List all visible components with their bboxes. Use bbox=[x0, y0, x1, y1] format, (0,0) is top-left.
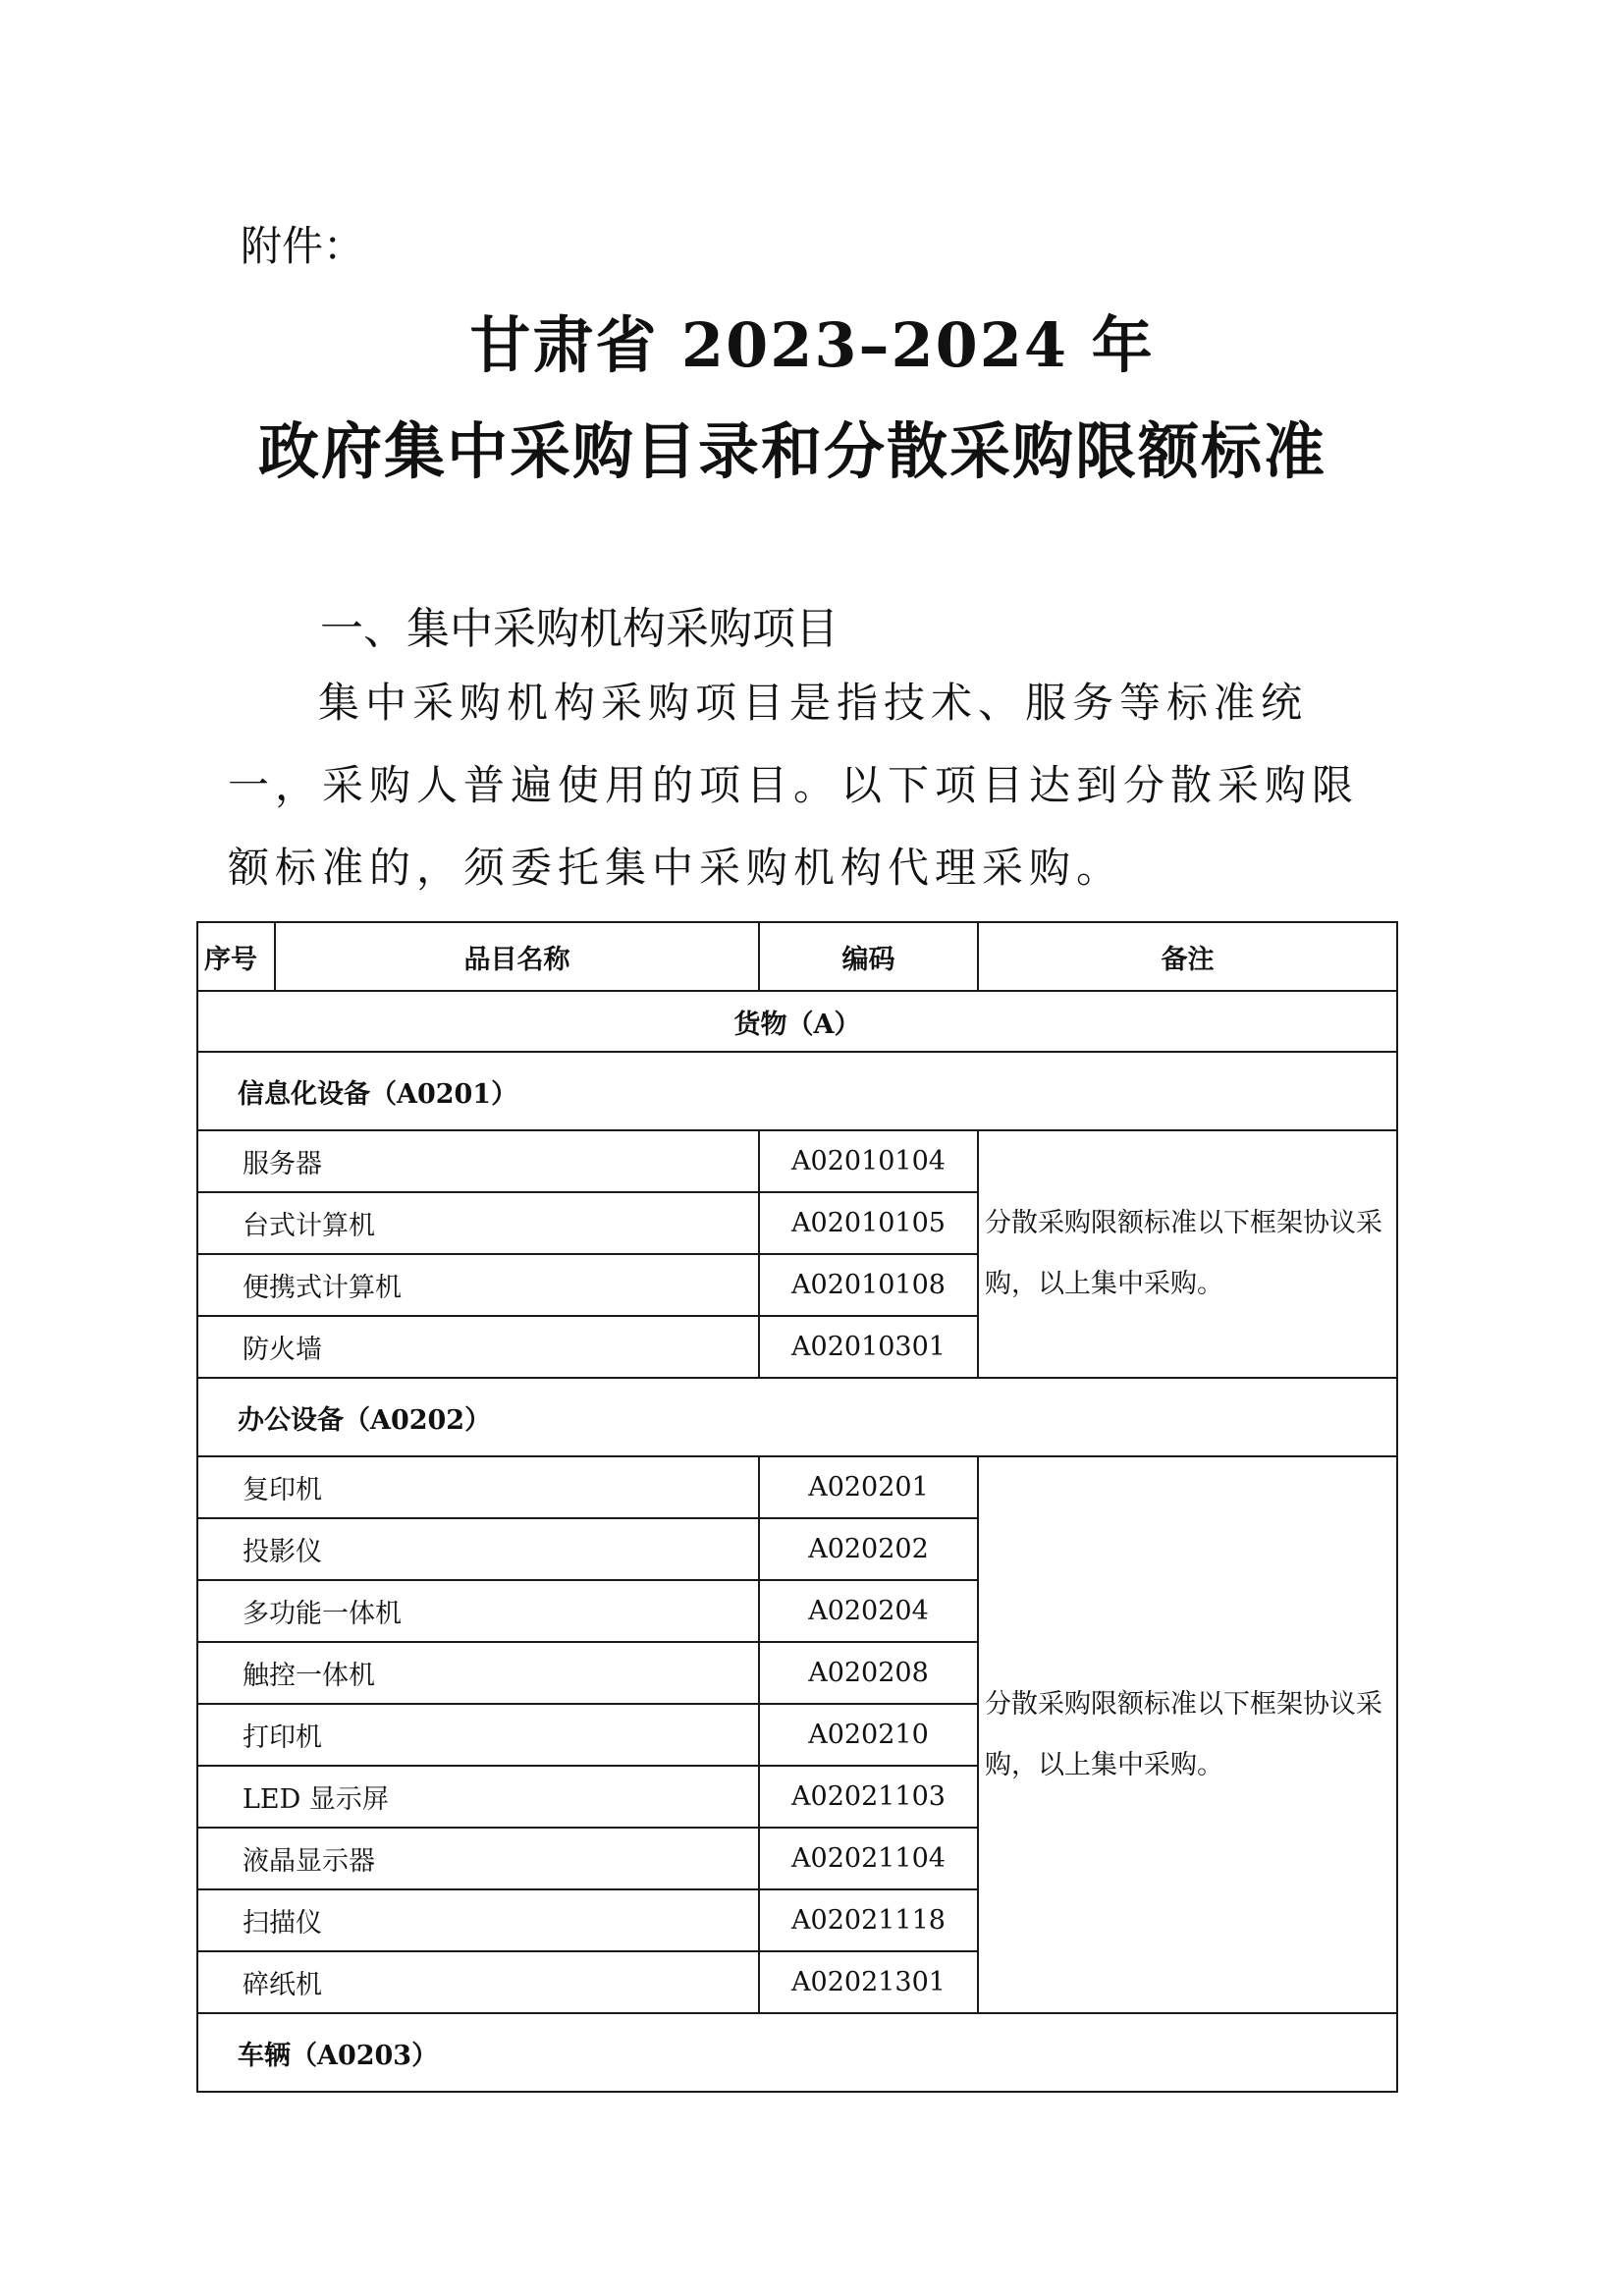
item-name: 复印机 bbox=[197, 1456, 759, 1518]
item-code: A020210 bbox=[759, 1704, 978, 1766]
item-name: 触控一体机 bbox=[197, 1642, 759, 1704]
category-title: 办公设备（A0202） bbox=[197, 1378, 1397, 1456]
item-name: 液晶显示器 bbox=[197, 1828, 759, 1889]
category-title: 车辆（A0203） bbox=[197, 2013, 1397, 2092]
item-name: 便携式计算机 bbox=[197, 1254, 759, 1316]
table-header-row bbox=[197, 922, 1397, 991]
item-code: A020208 bbox=[759, 1642, 978, 1704]
item-name: 扫描仪 bbox=[197, 1889, 759, 1951]
header-seq: 序号 bbox=[197, 922, 275, 991]
goods-label: 货物（A） bbox=[197, 991, 1397, 1052]
goods-row bbox=[197, 991, 1397, 1052]
item-code: A02021103 bbox=[759, 1766, 978, 1828]
item-name: 服务器 bbox=[197, 1130, 759, 1192]
header-code: 编码 bbox=[759, 922, 978, 991]
item-code: A02010108 bbox=[759, 1254, 978, 1316]
item-name: 多功能一体机 bbox=[197, 1580, 759, 1642]
item-code: A02010301 bbox=[759, 1316, 978, 1378]
item-name: 碎纸机 bbox=[197, 1951, 759, 2013]
category-row bbox=[197, 1378, 1397, 1456]
category-title: 信息化设备（A0201） bbox=[197, 1052, 1397, 1130]
table-row bbox=[197, 1130, 1397, 1192]
section-heading: 一、集中采购机构采购项目 bbox=[320, 604, 839, 654]
item-code: A020202 bbox=[759, 1518, 978, 1580]
item-note: 分散采购限额标准以下框架协议采购，以上集中采购。 bbox=[978, 1456, 1397, 2013]
header-note: 备注 bbox=[978, 922, 1397, 991]
procurement-catalog-table bbox=[196, 921, 1398, 2093]
category-row bbox=[197, 1052, 1397, 1130]
item-code: A02021104 bbox=[759, 1828, 978, 1889]
item-name: 台式计算机 bbox=[197, 1192, 759, 1254]
item-name: 投影仪 bbox=[197, 1518, 759, 1580]
document-title-line-2: 政府集中采购目录和分散采购限额标准 bbox=[257, 415, 1326, 487]
category-row bbox=[197, 2013, 1397, 2092]
item-code: A020204 bbox=[759, 1580, 978, 1642]
table-row bbox=[197, 1456, 1397, 1518]
item-code: A02021118 bbox=[759, 1889, 978, 1951]
item-code: A020201 bbox=[759, 1456, 978, 1518]
attachment-label: 附件： bbox=[241, 222, 365, 270]
header-name: 品目名称 bbox=[275, 922, 759, 991]
item-code: A02010105 bbox=[759, 1192, 978, 1254]
item-note: 分散采购限额标准以下框架协议采购，以上集中采购。 bbox=[978, 1130, 1397, 1378]
item-code: A02010104 bbox=[759, 1130, 978, 1192]
item-name: LED 显示屏 bbox=[197, 1766, 759, 1828]
intro-paragraph: 集中采购机构采购项目是指技术、服务等标准统一，采购人普遍使用的项目。以下项目达到分散采购限额标准的，须委托集中采购机构代理采购。 bbox=[228, 679, 1360, 892]
item-name: 打印机 bbox=[197, 1704, 759, 1766]
item-code: A02021301 bbox=[759, 1951, 978, 2013]
document-title-line-1: 甘肃省 2023–2024 年 bbox=[469, 309, 1155, 381]
item-name: 防火墙 bbox=[197, 1316, 759, 1378]
